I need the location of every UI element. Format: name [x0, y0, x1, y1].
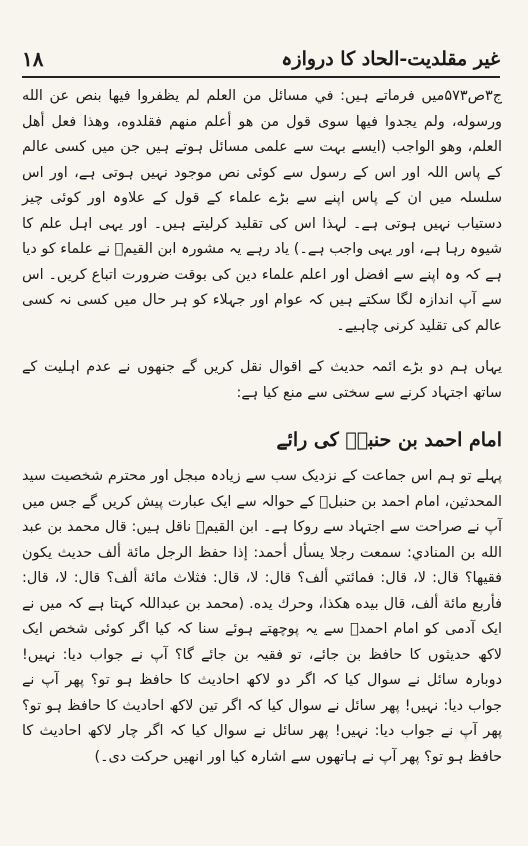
page-header — [22, 42, 500, 78]
paragraph-2: یہاں ہم دو بڑے ائمہ حدیث کے اقوال نقل کریں گے جنھوں نے عدم اہلیت کے ساتھ اجتہاد کرنے سے سختی سے منع کیا ہے: — [22, 359, 502, 401]
section-heading: امام احمد بن حنبلؒ کی رائے — [276, 429, 502, 451]
paragraph-3: پہلے تو ہم اس جماعت کے نزدیک سب سے زیادہ مبجل اور محترم شخصیت سید المحدثین، امام احمد بن حنبلؒ کے حوالہ سے ایک عبارت پیش کریں گے جس میں آپ نے صراحت سے اجتہاد سے روکا ہے۔ ابن القیمؒ ناقل ہیں: قال محمد بن عبد الله بن المنادي: سمعت رجلا يسأل أحمد: إذا حفظ الرجل مائة ألف حديث يكون فقيها؟ قال: لا، قال: فمائتي ألف؟ قال: لا، قال: فثلاث مائة ألف؟ قال: لا، قال: فأربع مائة ألف، قال بيده هكذا، وحرك يده. (محمد بن عبداللہ کہتا ہے کہ میں نے ایک آدمی کو امام احمدؒ سے یہ پوچھتے ہوئے سنا کہ کیا اگر کوئی شخص ایک لاکھ حدیثوں کا حافظ بن جائے، تو فقیہ بن جائے گا؟ آپ نے جواب دیا: نہیں! دوبارہ سائل نے سوال کیا کہ اگر دو لاکھ احادیث کا حافظ ہو تو؟ پھر آپ نے جواب دیا: نہیں! پھر سائل نے سوال کیا کہ اگر تین لاکھ احادیث کا حافظ ہو تو؟ پھر آپ نے جواب دیا: نہیں! پھر سائل نے سوال کیا کہ اگر چار لاکھ احادیث کا حافظ ہو تو؟ پھر آپ نے ہاتھوں سے اشارہ کیا اور انھیں حرکت دی۔) — [22, 468, 502, 765]
page-body — [22, 84, 502, 770]
page-number: ۱۸ — [22, 47, 44, 71]
paragraph-1: ج۳ص۵۷۳میں فرماتے ہیں: في مسائل من العلم لم يظفروا فيها بنص عن الله ورسوله، ولم يجدوا فيها سوى قول من هو أعلم منهم فقلدوه، وهذا فعل أهل العلم، وهو الواجب (ایسے بہت سے علمی مسائل ہوتے ہیں جن میں کسی عالم کے پاس اللہ اور اس کے رسول سے کوئی نص موجود نہیں ہوتی ہے، اور اس سلسلہ میں ان کے پاس اپنے سے بڑے علماء کے قول کے علاوہ اور کوئی چیز دستیاب نہیں ہوتی ہے۔ لہذا اس کی تقلید کرلیتے ہیں۔ اور یہی اہل علم کا شیوہ رہا ہے، اور یہی واجب ہے۔) یاد رہے یہ مشورہ ابن القیمؒ نے علماء کو دیا ہے کہ وہ اپنے سے افضل اور اعلم علماء دین کی بوقت ضرورت اتباع کریں۔ اس سے آپ اندازہ لگا سکتے ہیں کہ عوام اور جہلاء کو ہر حال میں کسی نہ کسی عالم کی تقلید کرنی چاہیے۔ — [22, 88, 502, 334]
running-title: غیر مقلدیت-الحاد کا دروازہ — [281, 48, 500, 70]
